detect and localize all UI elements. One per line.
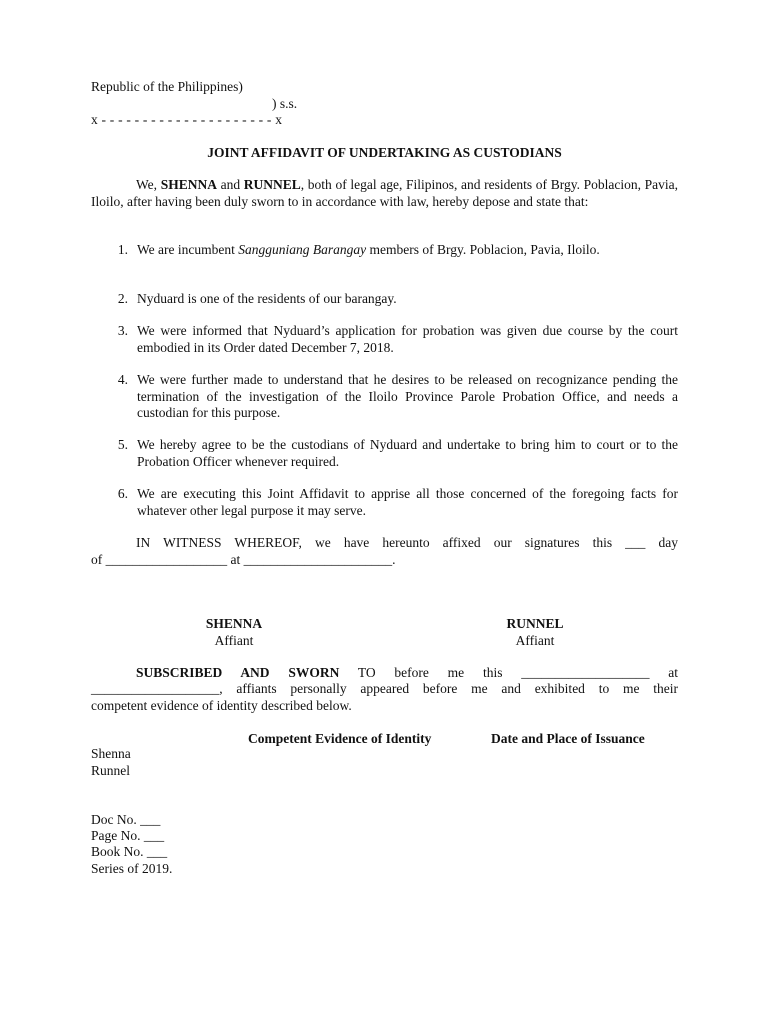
- item-text: We were further made to understand that he desires to be released on recognizance pending the termination of the investigation of the Iloilo Province Parole Probation Office, and needs a custodian for this purpose.: [137, 372, 678, 420]
- id-table-header-evidence: Competent Evidence of Identity: [248, 731, 432, 746]
- item-number: 4.: [117, 372, 128, 387]
- item-number: 6.: [117, 486, 128, 501]
- jurat-line-1-rest: TO before me this ___________________ at: [339, 665, 678, 680]
- signatory-role-2: Affiant: [515, 633, 555, 648]
- item-number: 1.: [117, 242, 128, 257]
- list-item-5: [108, 437, 678, 471]
- venue-line-1: Republic of the Philippines): [91, 79, 243, 94]
- signatory-name-2: RUNNEL: [506, 616, 564, 631]
- document-title: JOINT AFFIDAVIT OF UNDERTAKING AS CUSTODIANS: [207, 145, 562, 160]
- witness-line-1: IN WITNESS WHEREOF, we have hereunto affixed our signatures this ___ day: [136, 535, 678, 550]
- list-item-2: [108, 291, 678, 308]
- id-table-row-2: Runnel: [91, 763, 130, 778]
- item-number: 3.: [117, 323, 128, 338]
- item-number: 5.: [117, 437, 128, 452]
- list-item-3: [108, 323, 678, 357]
- signatory-role-1: Affiant: [214, 633, 254, 648]
- venue-line-2: ) s.s.: [272, 96, 298, 111]
- jurat-line-1: [136, 665, 678, 682]
- venue-divider: x - - - - - - - - - - - - - - - - - - - - - x: [91, 112, 283, 127]
- jurat-bold: SUBSCRIBED AND SWORN: [136, 665, 340, 680]
- intro-paragraph: [91, 177, 678, 210]
- item-text: [137, 242, 678, 259]
- jurat-line-3: competent evidence of identity described below.: [91, 698, 352, 713]
- id-table-row-1: Shenna: [91, 746, 131, 761]
- item-text: We hereby agree to be the custodians of Nyduard and undertake to bring him to court or to the Probation Officer whenever required.: [137, 437, 678, 469]
- item-text: Nyduard is one of the residents of our barangay.: [137, 291, 397, 306]
- series-year: Series of 2019.: [91, 861, 173, 876]
- list-item-6: [108, 486, 678, 520]
- id-table-header-issuance: Date and Place of Issuance: [491, 731, 645, 746]
- list-item-1: [108, 242, 678, 276]
- intro-and: and: [216, 177, 244, 192]
- signatory-name-1: SHENNA: [205, 616, 263, 631]
- affiant-name-2: RUNNEL: [243, 177, 301, 192]
- jurat-line-2: ___________________, affiants personally appeared before me and exhibited to me their: [91, 681, 678, 696]
- item-text: We are executing this Joint Affidavit to apprise all those concerned of the foregoing facts for whatever other legal purpose it may serve.: [137, 486, 678, 518]
- page-number: Page No. ___: [91, 828, 165, 843]
- intro-we: We,: [136, 177, 161, 192]
- item-number: 2.: [117, 291, 128, 306]
- intro-rest: , both of legal age, Filipinos, and residents of Brgy. Poblacion, Pavia, Iloilo, after having been duly sworn to in accordance with law, hereby depose and state that:: [91, 177, 678, 209]
- book-number: Book No. ___: [91, 844, 168, 859]
- item-text-pre: We are incumbent: [137, 242, 239, 257]
- doc-number: Doc No. ___: [91, 812, 161, 827]
- item-text-post: members of Brgy. Poblacion, Pavia, Iloilo.: [366, 242, 600, 257]
- witness-line-2: of __________________ at ______________________.: [91, 552, 396, 567]
- item-text-italic: Sangguniang Barangay: [238, 242, 367, 257]
- affiant-name-1: SHENNA: [160, 177, 217, 192]
- item-text: We were informed that Nyduard’s application for probation was given due course by the court embodied in its Order dated December 7, 2018.: [137, 323, 678, 355]
- list-item-4: [108, 372, 678, 422]
